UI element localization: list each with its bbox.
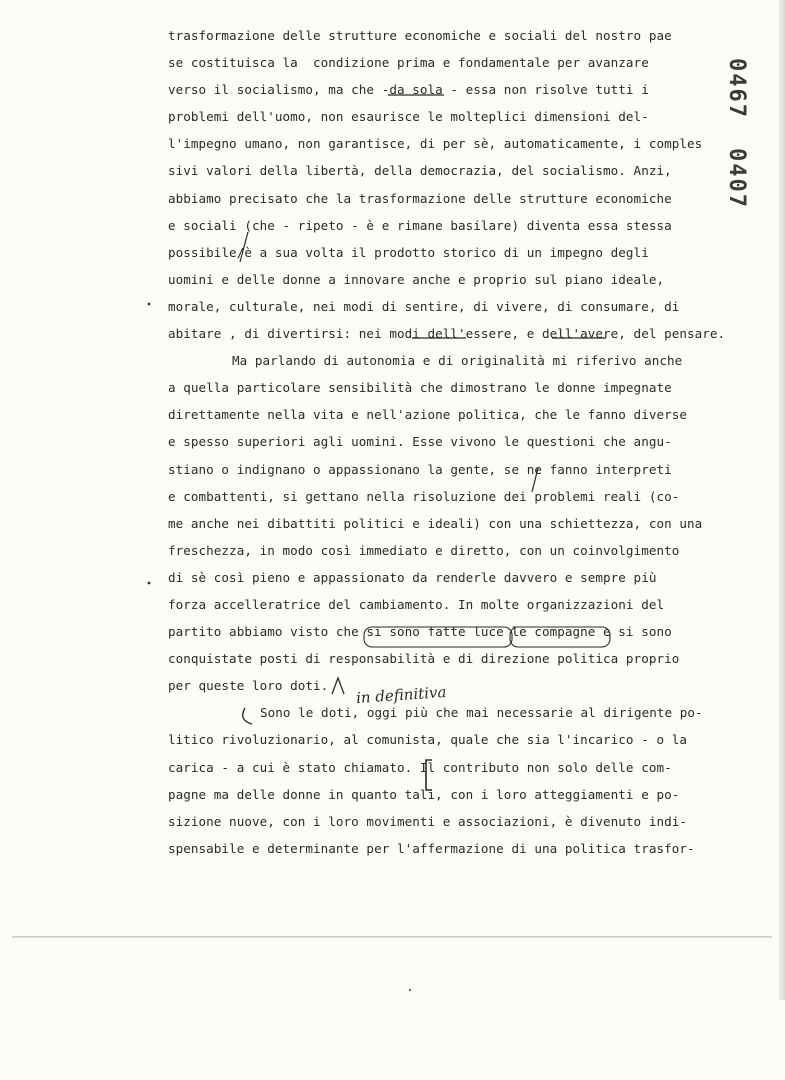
- ink-dot: [409, 989, 411, 991]
- text-line: morale, culturale, nei modi di sentire, di vivere, di consumare, di: [168, 298, 680, 314]
- ink-dot: [148, 582, 151, 585]
- page-number-stamp-top: 0467: [723, 58, 749, 119]
- text-line: l'impegno umano, non garantisce, di per sè, automaticamente, i comples: [168, 136, 703, 152]
- text-line: e sociali (che - ripeto - è e rimane basilare) diventa essa stessa: [168, 217, 672, 233]
- text-line: e combattenti, si gettano nella risoluzione dei problemi reali (co-: [168, 488, 680, 504]
- text-line: trasformazione delle strutture economiche e sociali del nostro pae: [168, 28, 672, 43]
- text-line: carica - a cui è stato chiamato. Il contributo non solo delle com-: [168, 759, 672, 775]
- text-line: a quella particolare sensibilità che dimostrano le donne impegnate: [168, 380, 672, 396]
- handwritten-note-definitiva: in definitiva: [355, 682, 447, 708]
- text-line: litico rivoluzionario, al comunista, quale che sia l'incarico - o la: [168, 732, 687, 748]
- text-line: me anche nei dibattiti politici e ideali) con una schiettezza, con una: [168, 515, 703, 531]
- text-line: forza accelleratrice del cambiamento. In molte organizzazioni del: [168, 596, 665, 612]
- text-line: spensabile e determinante per l'affermazione di una politica trasfor-: [168, 840, 695, 856]
- text-line: direttamente nella vita e nell'azione politica, che le fanno diverse: [168, 407, 687, 423]
- bracket-mark: [426, 760, 432, 790]
- text-line: Ma parlando di autonomia e di originalità mi riferivo anche: [232, 353, 683, 369]
- text-line: conquistate posti di responsabilità e di direzione politica proprio: [168, 651, 680, 667]
- text-line: per queste loro doti.: [168, 678, 329, 694]
- circled-phrase-mark: [364, 627, 512, 647]
- circled-phrase-mark: [510, 627, 610, 647]
- text-line: abitare , di divertirsi: nei modi dell'essere, e dell'avere, del pensare.: [168, 326, 726, 342]
- page-bottom-edge: [12, 936, 772, 938]
- strike-mark: [240, 232, 248, 262]
- text-line: sivi valori della libertà, della democrazia, del socialismo. Anzi,: [168, 163, 672, 179]
- text-line: Sono le doti, oggi più che mai necessarie al dirigente po-: [260, 705, 703, 721]
- text-line: pagne ma delle donne in quanto tali, con i loro atteggiamenti e po-: [168, 786, 680, 802]
- text-line: di sè così pieno e appassionato da renderle davvero e sempre più: [168, 569, 657, 585]
- text-line: stiano o indignano o appassionano la gente, se ne fanno interpreti: [168, 461, 672, 477]
- text-line: problemi dell'uomo, non esaurisce le molteplici dimensioni del-: [168, 109, 649, 125]
- text-line: se costituisca la condizione prima e fondamentale per avanzare: [168, 55, 649, 71]
- text-line: abbiamo precisato che la trasformazione delle strutture economiche: [168, 190, 672, 206]
- text-line: partito abbiamo visto che si sono fatte luce le compagne e si sono: [168, 624, 672, 640]
- insertion-arrow-mark: [332, 678, 344, 694]
- text-line: uomini e delle donne a innovare anche e proprio sul piano ideale,: [168, 271, 665, 287]
- page-number-stamp-bottom: 0407: [723, 148, 749, 209]
- text-line: verso il socialismo, ma che -da sola - essa non risolve tutti i: [168, 82, 649, 98]
- ink-dot: [148, 303, 151, 306]
- strike-mark: [532, 468, 538, 492]
- bracket-mark: [243, 708, 252, 724]
- text-line: possibile/è a sua volta il prodotto storico di un impegno degli: [168, 244, 649, 260]
- text-line: freschezza, in modo così immediato e diretto, con un coinvolgimento: [168, 542, 680, 558]
- text-line: e spesso superiori agli uomini. Esse vivono le questioni che angu-: [168, 434, 672, 450]
- text-line: sizione nuove, con i loro movimenti e associazioni, è divenuto indi-: [168, 813, 687, 829]
